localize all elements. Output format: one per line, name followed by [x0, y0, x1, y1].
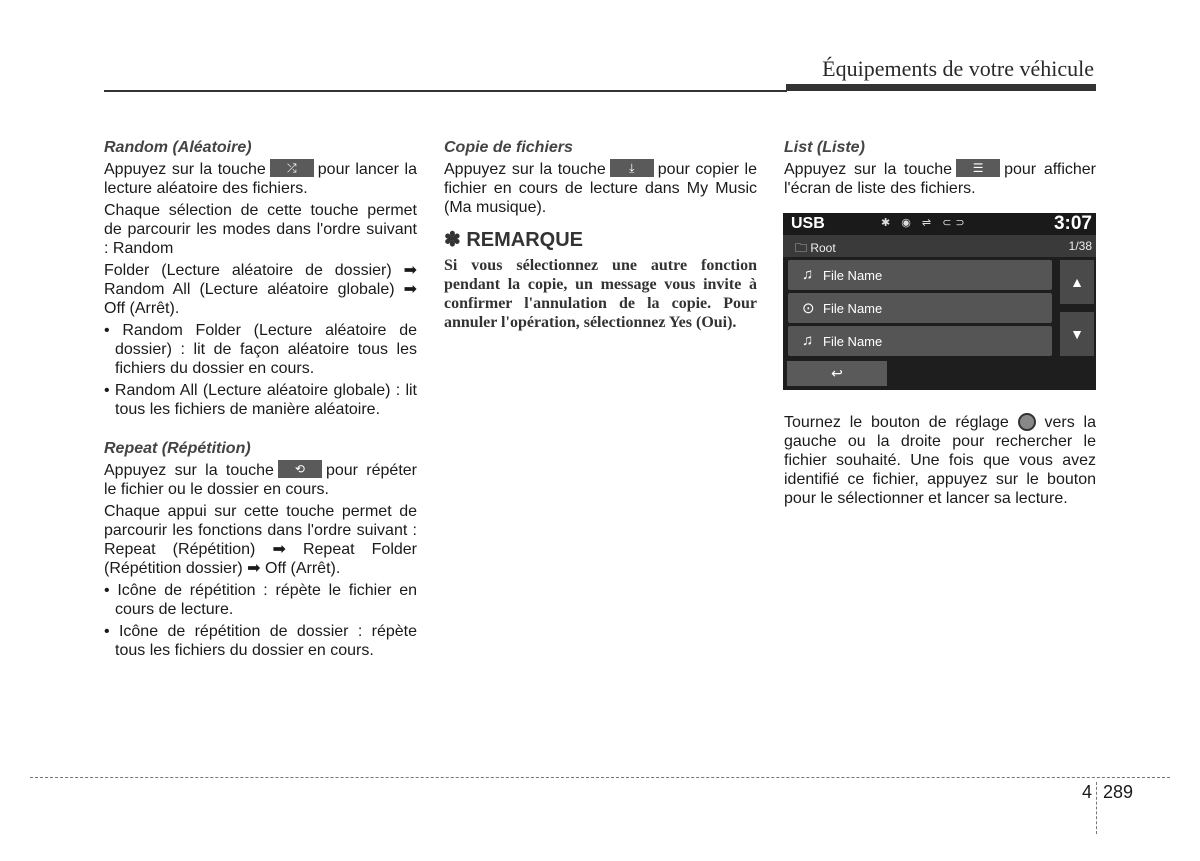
random-p1-start: Appuyez sur la touche	[104, 161, 266, 178]
footer-divider	[1096, 782, 1097, 834]
list-p1-start: Appuyez sur la touche	[784, 161, 953, 178]
repeat-bullet-1: • Icône de répétition : répète le fichier en cours de lecture.	[104, 582, 417, 618]
repeat-p1-start: Appuyez sur la touche	[104, 462, 274, 479]
copy-p1-end: pour copier le fichier en cours de lecture dans My Music (Ma musique).	[444, 161, 757, 216]
file-row[interactable]	[788, 260, 1052, 290]
repeat-heading: Repeat (Répétition)	[104, 440, 251, 457]
file-counter: 1/38	[1068, 239, 1092, 253]
knob-p-end: vers la gauche ou la droite pour rechercher le fichier souhaité. Une fois que vous avez identifié ce fichier, appuyez sur le bouton pour le sélectionner et lancer sa lecture.	[784, 414, 1097, 507]
back-arrow-icon: ↩	[831, 365, 843, 381]
header-rule-accent	[786, 84, 1096, 91]
list-p1-end: pour afficher l'écran de liste des fichiers.	[784, 161, 1096, 197]
file-name: File Name	[823, 334, 883, 349]
repeat-bullet-2: • Icône de répétition de dossier : répète tous les fichiers du dossier en cours.	[104, 623, 417, 659]
random-p1-end: pour lancer la lecture aléatoire des fichiers.	[104, 161, 417, 197]
tune-knob-icon	[1018, 413, 1036, 431]
music-note-icon: ♫	[802, 266, 814, 283]
remark-title: ✽ REMARQUE	[444, 229, 583, 251]
random-paragraph-1	[104, 159, 417, 198]
list-key-icon: ☰	[956, 159, 1000, 177]
play-circle-icon: ⊙	[802, 300, 815, 317]
copy-key-icon: ⤓	[610, 159, 654, 177]
list-heading: List (Liste)	[784, 139, 865, 156]
column-random-repeat	[104, 138, 417, 663]
column-list	[784, 138, 1096, 201]
source-label: USB	[791, 215, 825, 232]
copy-heading: Copie de fichiers	[444, 139, 573, 156]
random-paragraph-3: Folder (Lecture aléatoire de dossier) ➡ Random All (Lecture aléatoire globale) ➡ Off (Arrêt).	[104, 262, 417, 317]
knob-p-start: Tournez le bouton de réglage	[784, 414, 1009, 431]
chapter-number: 4	[1082, 782, 1093, 802]
music-note-icon: ♫	[802, 332, 814, 349]
random-paragraph-2: Chaque sélection de cette touche permet de parcourir les modes dans l'ordre suivant : Random	[104, 202, 417, 257]
clock: 3:07	[1053, 213, 1092, 234]
file-name: File Name	[823, 268, 883, 283]
repeat-p1-end: pour répéter le fichier ou le dossier en cours.	[104, 462, 417, 498]
scroll-up-button[interactable]	[1060, 260, 1094, 304]
arrow-down-icon: ▼	[1070, 326, 1084, 342]
scroll-down-button[interactable]	[1060, 312, 1094, 356]
back-button[interactable]	[787, 361, 887, 386]
repeat-paragraph-1	[104, 460, 417, 499]
screen-status-bar	[783, 213, 1096, 235]
folder-name: Root	[810, 241, 836, 255]
arrow-up-icon: ▲	[1070, 274, 1084, 290]
random-heading: Random (Aléatoire)	[104, 139, 252, 156]
page-number: 289	[1103, 782, 1134, 802]
list-paragraph-1	[784, 159, 1096, 198]
knob-paragraph	[784, 413, 1096, 508]
folder-icon: 🗀 Root	[795, 241, 836, 255]
remark-text: Si vous sélectionnez une autre fonction pendant la copie, un message vous invite à confirmer l'annulation de la copie. Pour annuler l'opération, sélectionnez Yes (Oui).	[444, 257, 757, 331]
copy-paragraph-1	[444, 159, 757, 217]
footer-rule	[30, 777, 1170, 778]
folder-bar	[783, 235, 1096, 257]
random-bullet-2: • Random All (Lecture aléatoire globale) : lit tous les fichiers de manière aléatoire.	[104, 382, 417, 418]
status-icons: ✱ ◉ ⇌ ⊂⊃	[881, 217, 969, 229]
repeat-paragraph-2: Chaque appui sur cette touche permet de parcourir les fonctions dans l'ordre suivant : Repeat (Répétition) ➡ Repeat Folder (Répétition dossier) ➡ Off (Arrêt).	[104, 503, 417, 577]
file-name: File Name	[823, 301, 883, 316]
file-row[interactable]	[788, 326, 1052, 356]
header-rule	[104, 90, 787, 92]
column-copy	[444, 138, 757, 332]
file-row[interactable]	[788, 293, 1052, 323]
repeat-key-icon: ⟲	[278, 460, 322, 478]
header-title: Équipements de votre véhicule	[822, 56, 1094, 81]
knob-instructions	[784, 413, 1096, 511]
random-bullet-1: • Random Folder (Lecture aléatoire de dossier) : lit de façon aléatoire tous les fichiers du dossier en cours.	[104, 322, 417, 377]
usb-file-list-screen	[783, 213, 1096, 390]
shuffle-key-icon: ⤮	[270, 159, 314, 177]
copy-p1-start: Appuyez sur la touche	[444, 161, 606, 178]
